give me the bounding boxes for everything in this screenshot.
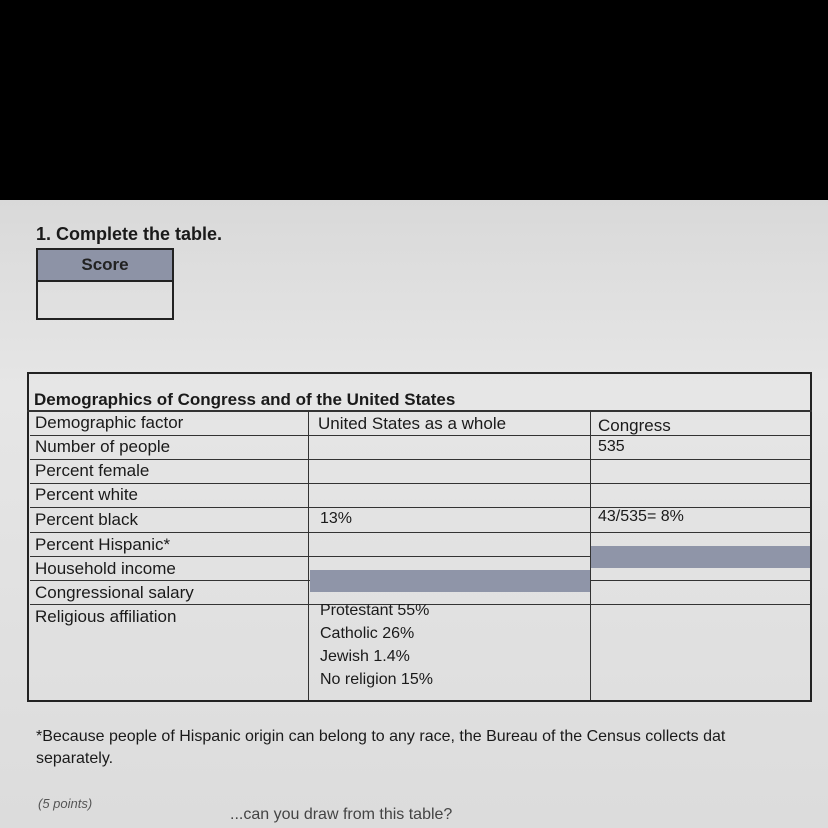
congress-value: 535 (598, 438, 625, 455)
row-factor: Percent Hispanic* (35, 535, 171, 554)
next-question: ...can you draw from this table? (230, 806, 453, 823)
religion-us-item: Catholic 26% (320, 625, 415, 642)
religion-us-item: Protestant 55% (320, 602, 430, 619)
row-factor: Number of people (35, 437, 171, 456)
header-congress: Congress (598, 416, 671, 435)
header-us: United States as a whole (318, 414, 507, 433)
table-divider (30, 532, 810, 533)
table-title: Demographics of Congress and of the United States (34, 390, 456, 409)
religion-us-item: Jewish 1.4% (320, 648, 410, 665)
table-divider (30, 459, 810, 460)
column-divider (308, 410, 309, 700)
row-factor: Percent female (35, 461, 150, 480)
shaded-cell (310, 570, 590, 592)
table-divider (27, 410, 812, 412)
row-factor: Congressional salary (35, 583, 194, 602)
congress-value: 43/535= 8% (598, 508, 684, 525)
points-label: (5 points) (38, 796, 93, 811)
us-value: 13% (320, 510, 353, 527)
score-label: Score (38, 250, 172, 282)
table-divider (30, 507, 810, 508)
header-factor: Demographic factor (35, 413, 184, 432)
footnote (36, 726, 826, 770)
religion-us-item: No religion 15% (320, 671, 433, 688)
column-divider (590, 410, 591, 700)
row-factor: Religious affiliation (35, 607, 177, 626)
score-box (36, 248, 174, 320)
footnote-line: *Because people of Hispanic origin can belong to any race, the Bureau of the Census collects dat (36, 728, 726, 745)
shaded-cell (590, 546, 810, 568)
row-factor: Percent black (35, 510, 138, 529)
row-factor: Household income (35, 559, 176, 578)
row-factor: Percent white (35, 485, 138, 504)
table-divider (30, 435, 810, 436)
table-divider (30, 483, 810, 484)
question-title: 1. Complete the table. (36, 224, 223, 244)
footnote-line: separately. (36, 750, 114, 767)
